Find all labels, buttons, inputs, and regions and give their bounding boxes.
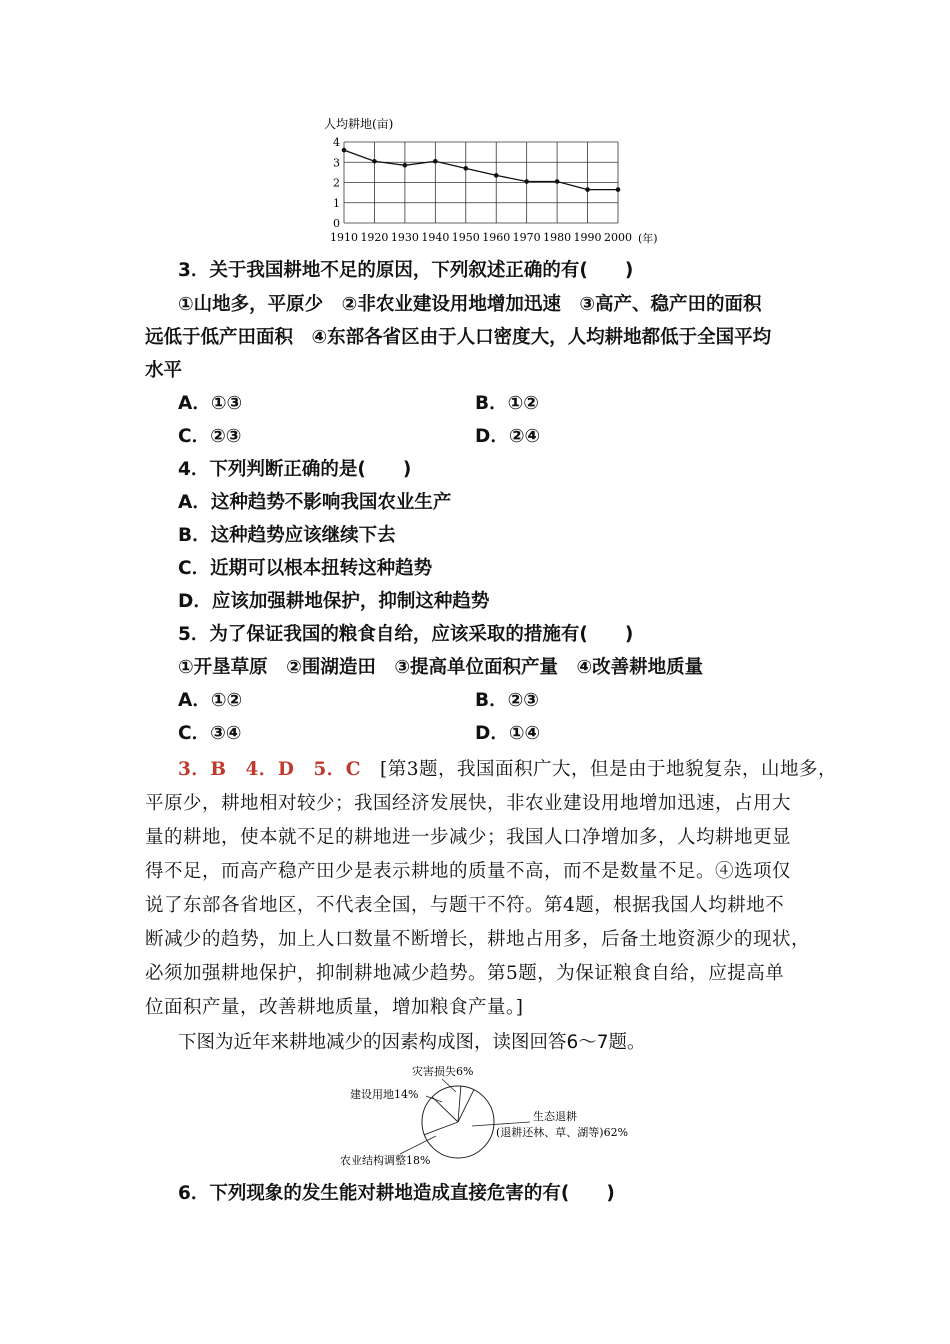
data-point xyxy=(463,166,468,171)
answer-line-1 xyxy=(178,757,837,783)
answer-line-4: 得不足，而高产稳产田少是表示耕地的质量不高，而不是数量不足。④选项仅 xyxy=(145,861,792,882)
q3-line2: 远低于低产田面积 ④东部各省区由于人口密度大，人均耕地都低于全国平均 xyxy=(145,327,772,348)
x-tick-label: 1990 xyxy=(573,231,602,244)
y-tick-label: 0 xyxy=(333,217,340,230)
answer-line-6: 断减少的趋势，加上人口数量不断增长，耕地占用多，后备土地资源少的现状， xyxy=(145,929,811,950)
x-tick-label: 1930 xyxy=(390,231,419,244)
pie-label-disaster: 灾害损失6% xyxy=(412,1065,474,1078)
pie-slice-divider xyxy=(424,1122,458,1135)
q3-line1: ①山地多，平原少 ②非农业建设用地增加迅速 ③高产、稳产田的面积 xyxy=(178,294,762,315)
pie-label-ecology-detail: (退耕还林、草、湖等)62% xyxy=(496,1126,629,1139)
y-tick-label: 1 xyxy=(333,196,340,210)
q4-option-b: B．这种趋势应该继续下去 xyxy=(178,525,396,546)
q3-stem: 3．关于我国耕地不足的原因，下列叙述正确的有( ) xyxy=(178,260,634,281)
q5-items: ①开垦草原 ②围湖造田 ③提高单位面积产量 ④改善耕地质量 xyxy=(178,657,704,678)
q5-option-c: C．③④ xyxy=(178,723,242,744)
pie-label-construction: 建设用地14% xyxy=(350,1088,419,1101)
q4-option-d: D．应该加强耕地保护，抑制这种趋势 xyxy=(178,591,490,612)
q4-stem: 4．下列判断正确的是( ) xyxy=(178,459,412,480)
answer-keys: 3．B 4．D 5．C xyxy=(178,759,362,780)
data-point xyxy=(372,159,377,164)
x-tick-label: 1960 xyxy=(482,231,511,244)
data-point xyxy=(524,179,529,184)
x-tick-label: 1970 xyxy=(512,231,541,244)
x-tick-label: 1940 xyxy=(421,231,450,244)
q5-option-d: D．①④ xyxy=(475,723,541,744)
chart-y-axis-title: 人均耕地(亩) xyxy=(324,117,394,131)
answer-text-1: [第3题，我国面积广大，但是由于地貌复杂，山地多， xyxy=(380,759,838,780)
y-tick-label: 3 xyxy=(333,156,340,170)
data-point xyxy=(433,159,438,164)
data-point xyxy=(555,179,560,184)
answer-line-8: 位面积产量，改善耕地质量，增加粮食产量。] xyxy=(145,997,524,1018)
farmland-decrease-pie-chart xyxy=(330,1060,660,1172)
chart-x-axis-unit: (年) xyxy=(638,232,658,245)
answer-line-7: 必须加强耕地保护，抑制耕地减少趋势。第5题，为保证粮食自给，应提高单 xyxy=(145,963,785,984)
y-tick-label: 2 xyxy=(333,176,340,190)
q3-line3: 水平 xyxy=(145,360,183,381)
series-line xyxy=(344,150,618,189)
x-tick-label: 1910 xyxy=(330,231,358,244)
x-tick-label: 1920 xyxy=(360,231,389,244)
intro-q6-7: 下图为近年来耕地减少的因素构成图，读图回答6～7题。 xyxy=(178,1032,646,1053)
data-point xyxy=(616,187,621,192)
data-point xyxy=(342,148,347,153)
q5-option-a: A．①② xyxy=(178,690,243,711)
q5-option-b: B．②③ xyxy=(475,690,539,711)
pie-label-ecology: 生态退耕 xyxy=(533,1110,577,1123)
q6-stem: 6．下列现象的发生能对耕地造成直接危害的有( ) xyxy=(178,1183,615,1204)
x-tick-label: 1980 xyxy=(543,231,572,244)
q3-option-c: C．②③ xyxy=(178,426,242,447)
data-point xyxy=(585,187,590,192)
q3-option-d: D．②④ xyxy=(475,426,541,447)
data-point xyxy=(403,163,408,168)
y-tick-label: 4 xyxy=(333,136,340,149)
q4-option-a: A．这种趋势不影响我国农业生产 xyxy=(178,492,452,513)
q4-option-c: C．近期可以根本扭转这种趋势 xyxy=(178,558,433,579)
q3-option-b: B．①② xyxy=(475,393,539,414)
answer-line-5: 说了东部各省地区，不代表全国，与题干不符。第4题，根据我国人均耕地不 xyxy=(145,895,785,916)
x-tick-label: 1950 xyxy=(451,231,480,244)
q3-option-a: A．①③ xyxy=(178,393,243,414)
answer-line-2: 平原少，耕地相对较少；我国经济发展快，非农业建设用地增加迅速，占用大 xyxy=(145,793,792,814)
x-tick-label: 2000 xyxy=(604,231,632,244)
pie-slice-divider xyxy=(432,1097,458,1122)
q5-stem: 5．为了保证我国的粮食自给，应该采取的措施有( ) xyxy=(178,624,634,645)
per-capita-farmland-line-chart xyxy=(318,112,678,247)
pie-label-agri-structure: 农业结构调整18% xyxy=(340,1154,431,1167)
data-point xyxy=(494,173,499,178)
pie-leader-disaster xyxy=(442,1079,456,1092)
answer-line-3: 量的耕地，使本就不足的耕地进一步减少；我国人口净增加多，人均耕地更显 xyxy=(145,827,792,848)
